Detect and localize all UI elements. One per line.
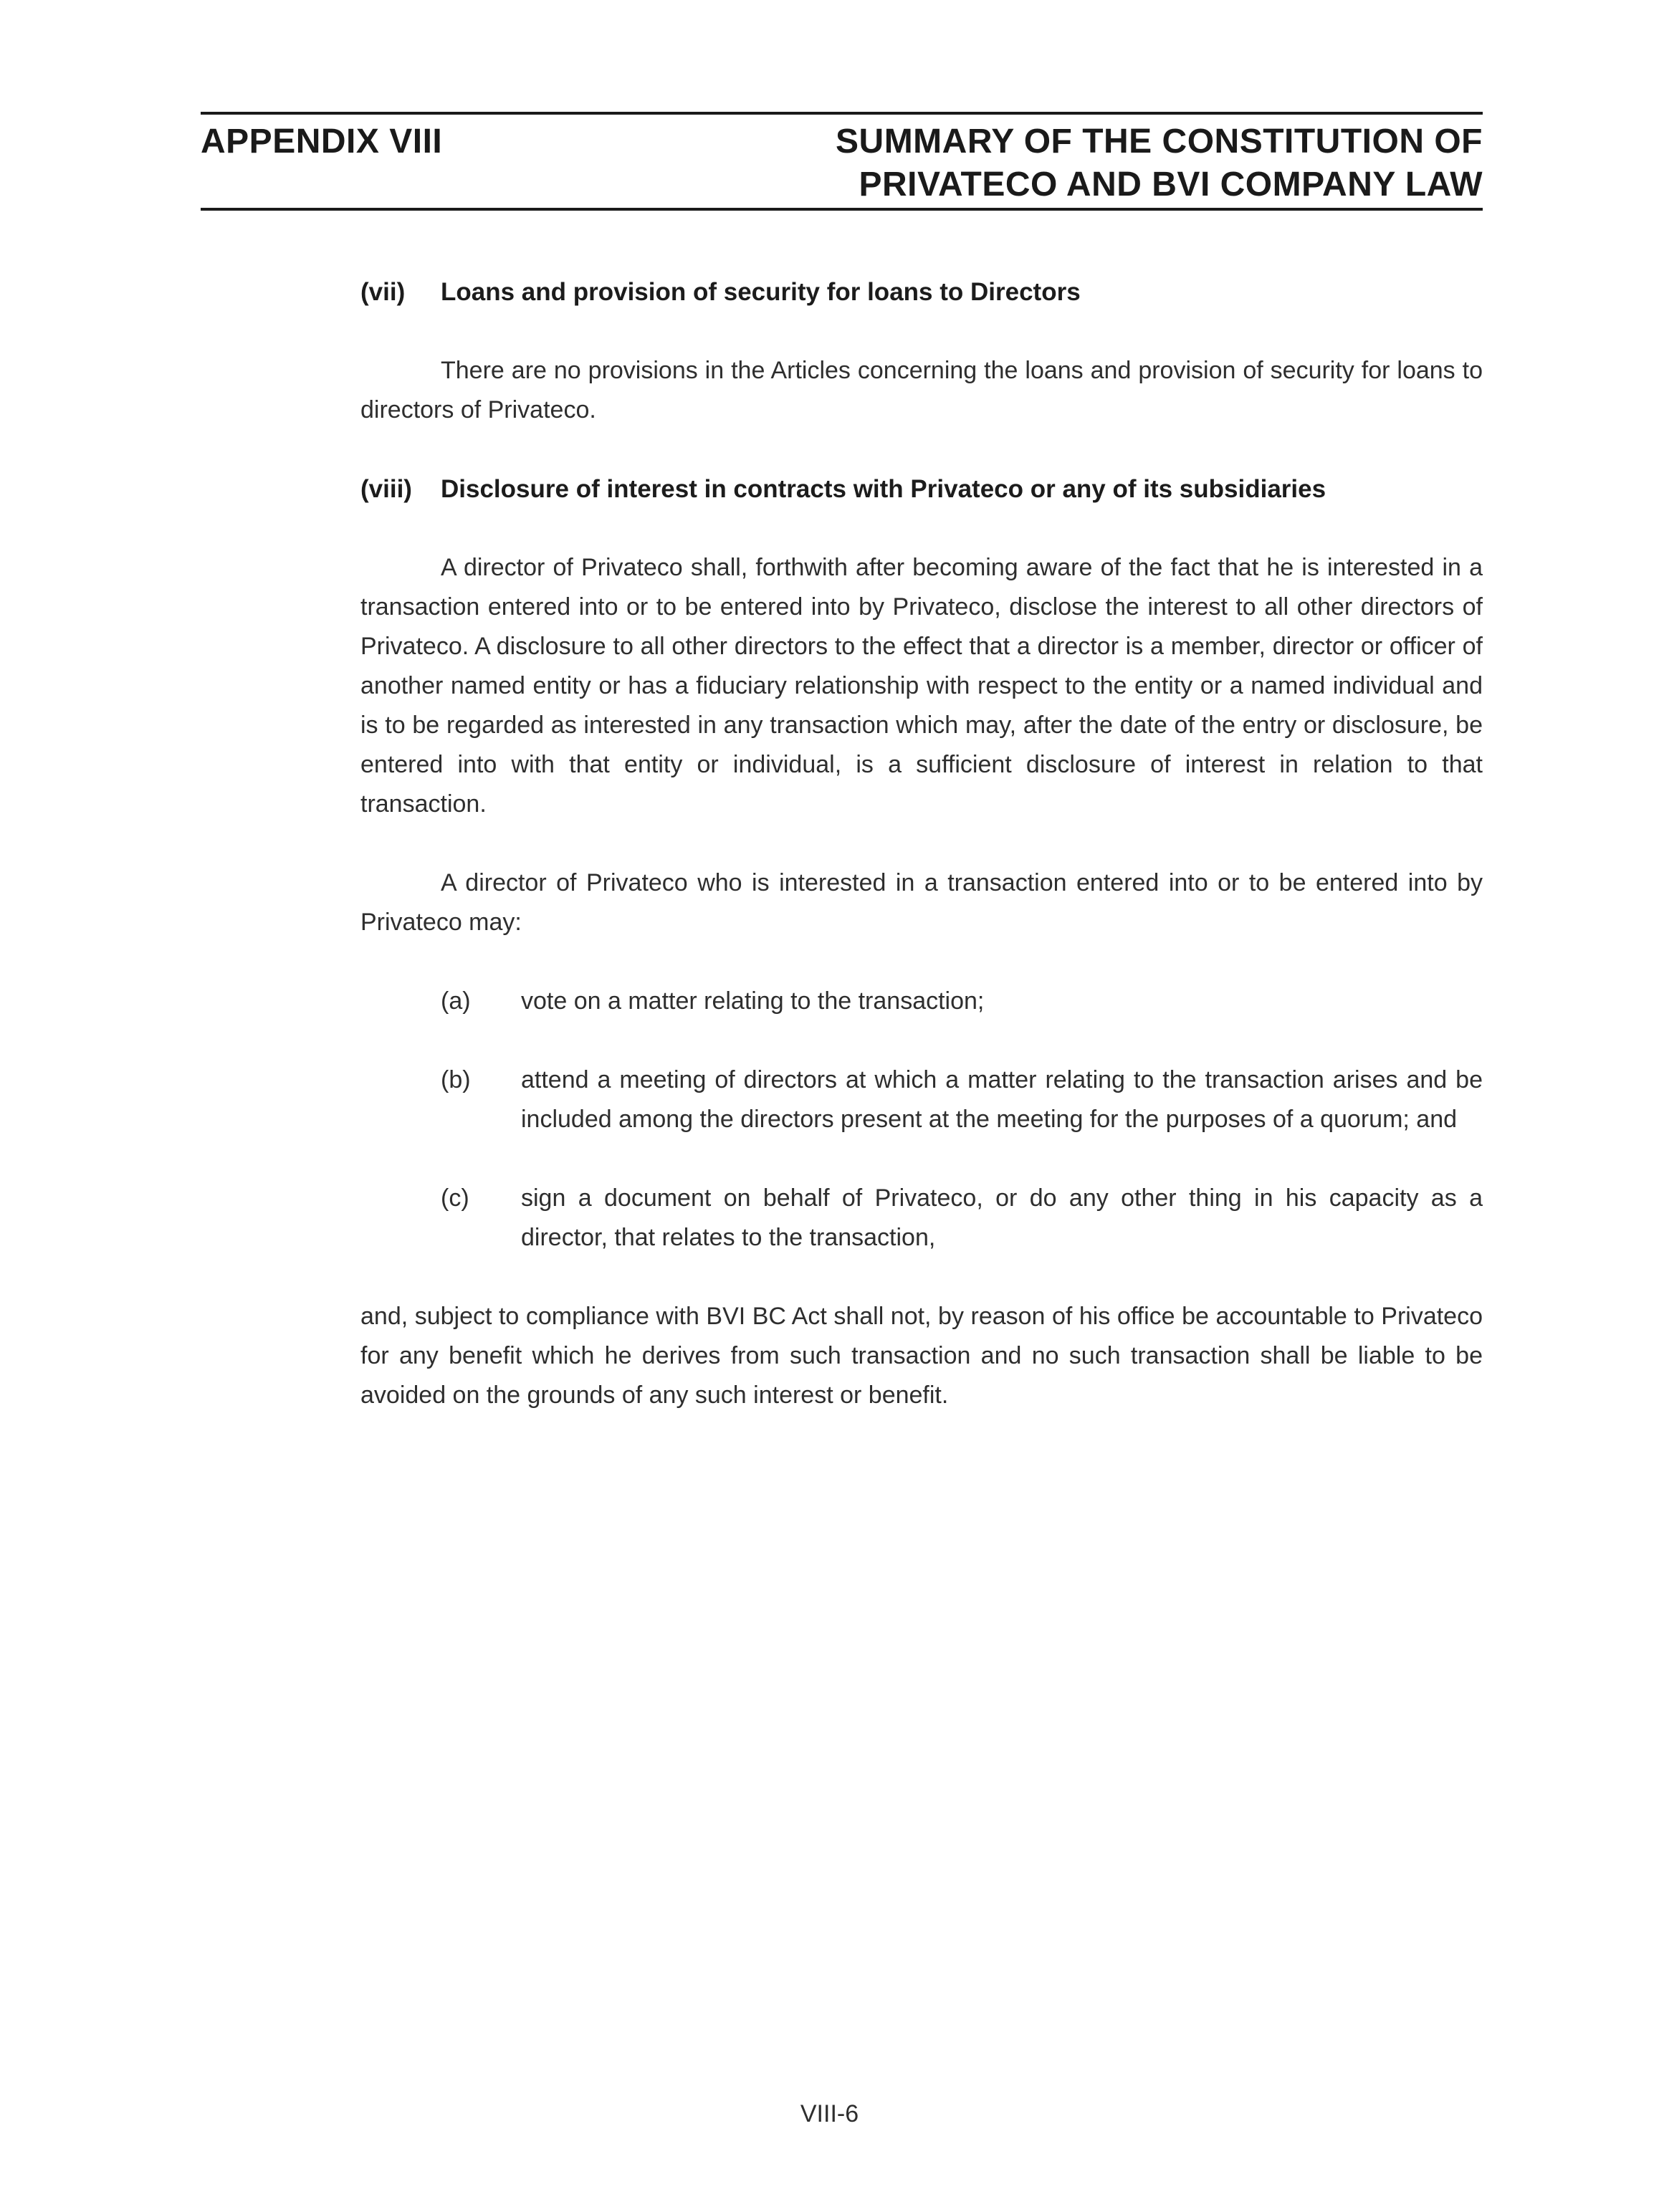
- header-title-line-2: PRIVATECO AND BVI COMPANY LAW: [859, 166, 1483, 204]
- list-item-text: sign a document on behalf of Privateco, or do any other thing in his capacity as a director, that relates to the transaction,: [521, 1184, 1483, 1251]
- spacer: [360, 430, 1483, 469]
- list-item-b: [441, 1060, 1483, 1139]
- list-item-label: (b): [441, 1066, 471, 1093]
- header-bottom-rule: [201, 208, 1483, 211]
- list-item-a: [441, 982, 1483, 1021]
- section-heading-vii: [360, 272, 1483, 312]
- header-top-rule: [201, 112, 1483, 115]
- section-heading-viii: [360, 469, 1483, 509]
- appendix-label: APPENDIX VIII: [201, 123, 443, 161]
- spacer: [360, 1258, 1483, 1297]
- page-number: VIII-6: [800, 2100, 859, 2127]
- list-item-c: [441, 1179, 1483, 1258]
- paragraph: There are no provisions in the Articles concerning the loans and provision of security for loans to directors of Privateco.: [360, 357, 1483, 423]
- header-title-line-1: SUMMARY OF THE CONSTITUTION OF: [836, 123, 1483, 161]
- closing-paragraph: and, subject to compliance with BVI BC Act shall not, by reason of his office be accountable to Privateco for any benefit which he derives from such transaction and no such transaction shall be liable to be avoided on the grounds of any such interest or benefit.: [360, 1303, 1483, 1409]
- section-number: (vii): [360, 278, 406, 306]
- list-item-text: vote on a matter relating to the transaction;: [521, 987, 985, 1015]
- section-number: (viii): [360, 475, 412, 503]
- spacer: [360, 942, 1483, 982]
- spacer: [360, 824, 1483, 863]
- spacer: [360, 1139, 1483, 1179]
- paragraph: A director of Privateco who is interested in a transaction entered into or to be entered into by Privateco may:: [360, 869, 1483, 936]
- paragraph: A director of Privateco shall, forthwith after becoming aware of the fact that he is interested in a transaction entered into or to be entered into by Privateco, disclose the interest to all other directors of Privateco. A disclosure to all other directors to the effect that a director is a member, director or officer of another named entity or has a fiduciary relationship with respect to the entity or a named individual and is to be regarded as interested in any transaction which may, after the date of the entry or disclosure, be entered into with that entity or individual, is a sufficient disclosure of interest in relation to that transaction.: [360, 554, 1483, 818]
- list-item-text: attend a meeting of directors at which a matter relating to the transaction arises and be included among the directors present at the meeting for the purposes of a quorum; and: [521, 1066, 1483, 1133]
- spacer: [360, 1021, 1483, 1060]
- spacer: [360, 509, 1483, 548]
- document-body: [360, 272, 1483, 1415]
- spacer: [360, 312, 1483, 351]
- section-title: Disclosure of interest in contracts with Privateco or any of its subsidiaries: [441, 475, 1326, 503]
- section-title: Loans and provision of security for loans to Directors: [441, 278, 1081, 306]
- header-title: [836, 120, 1483, 206]
- list-item-label: (c): [441, 1184, 469, 1212]
- list-item-label: (a): [441, 987, 471, 1015]
